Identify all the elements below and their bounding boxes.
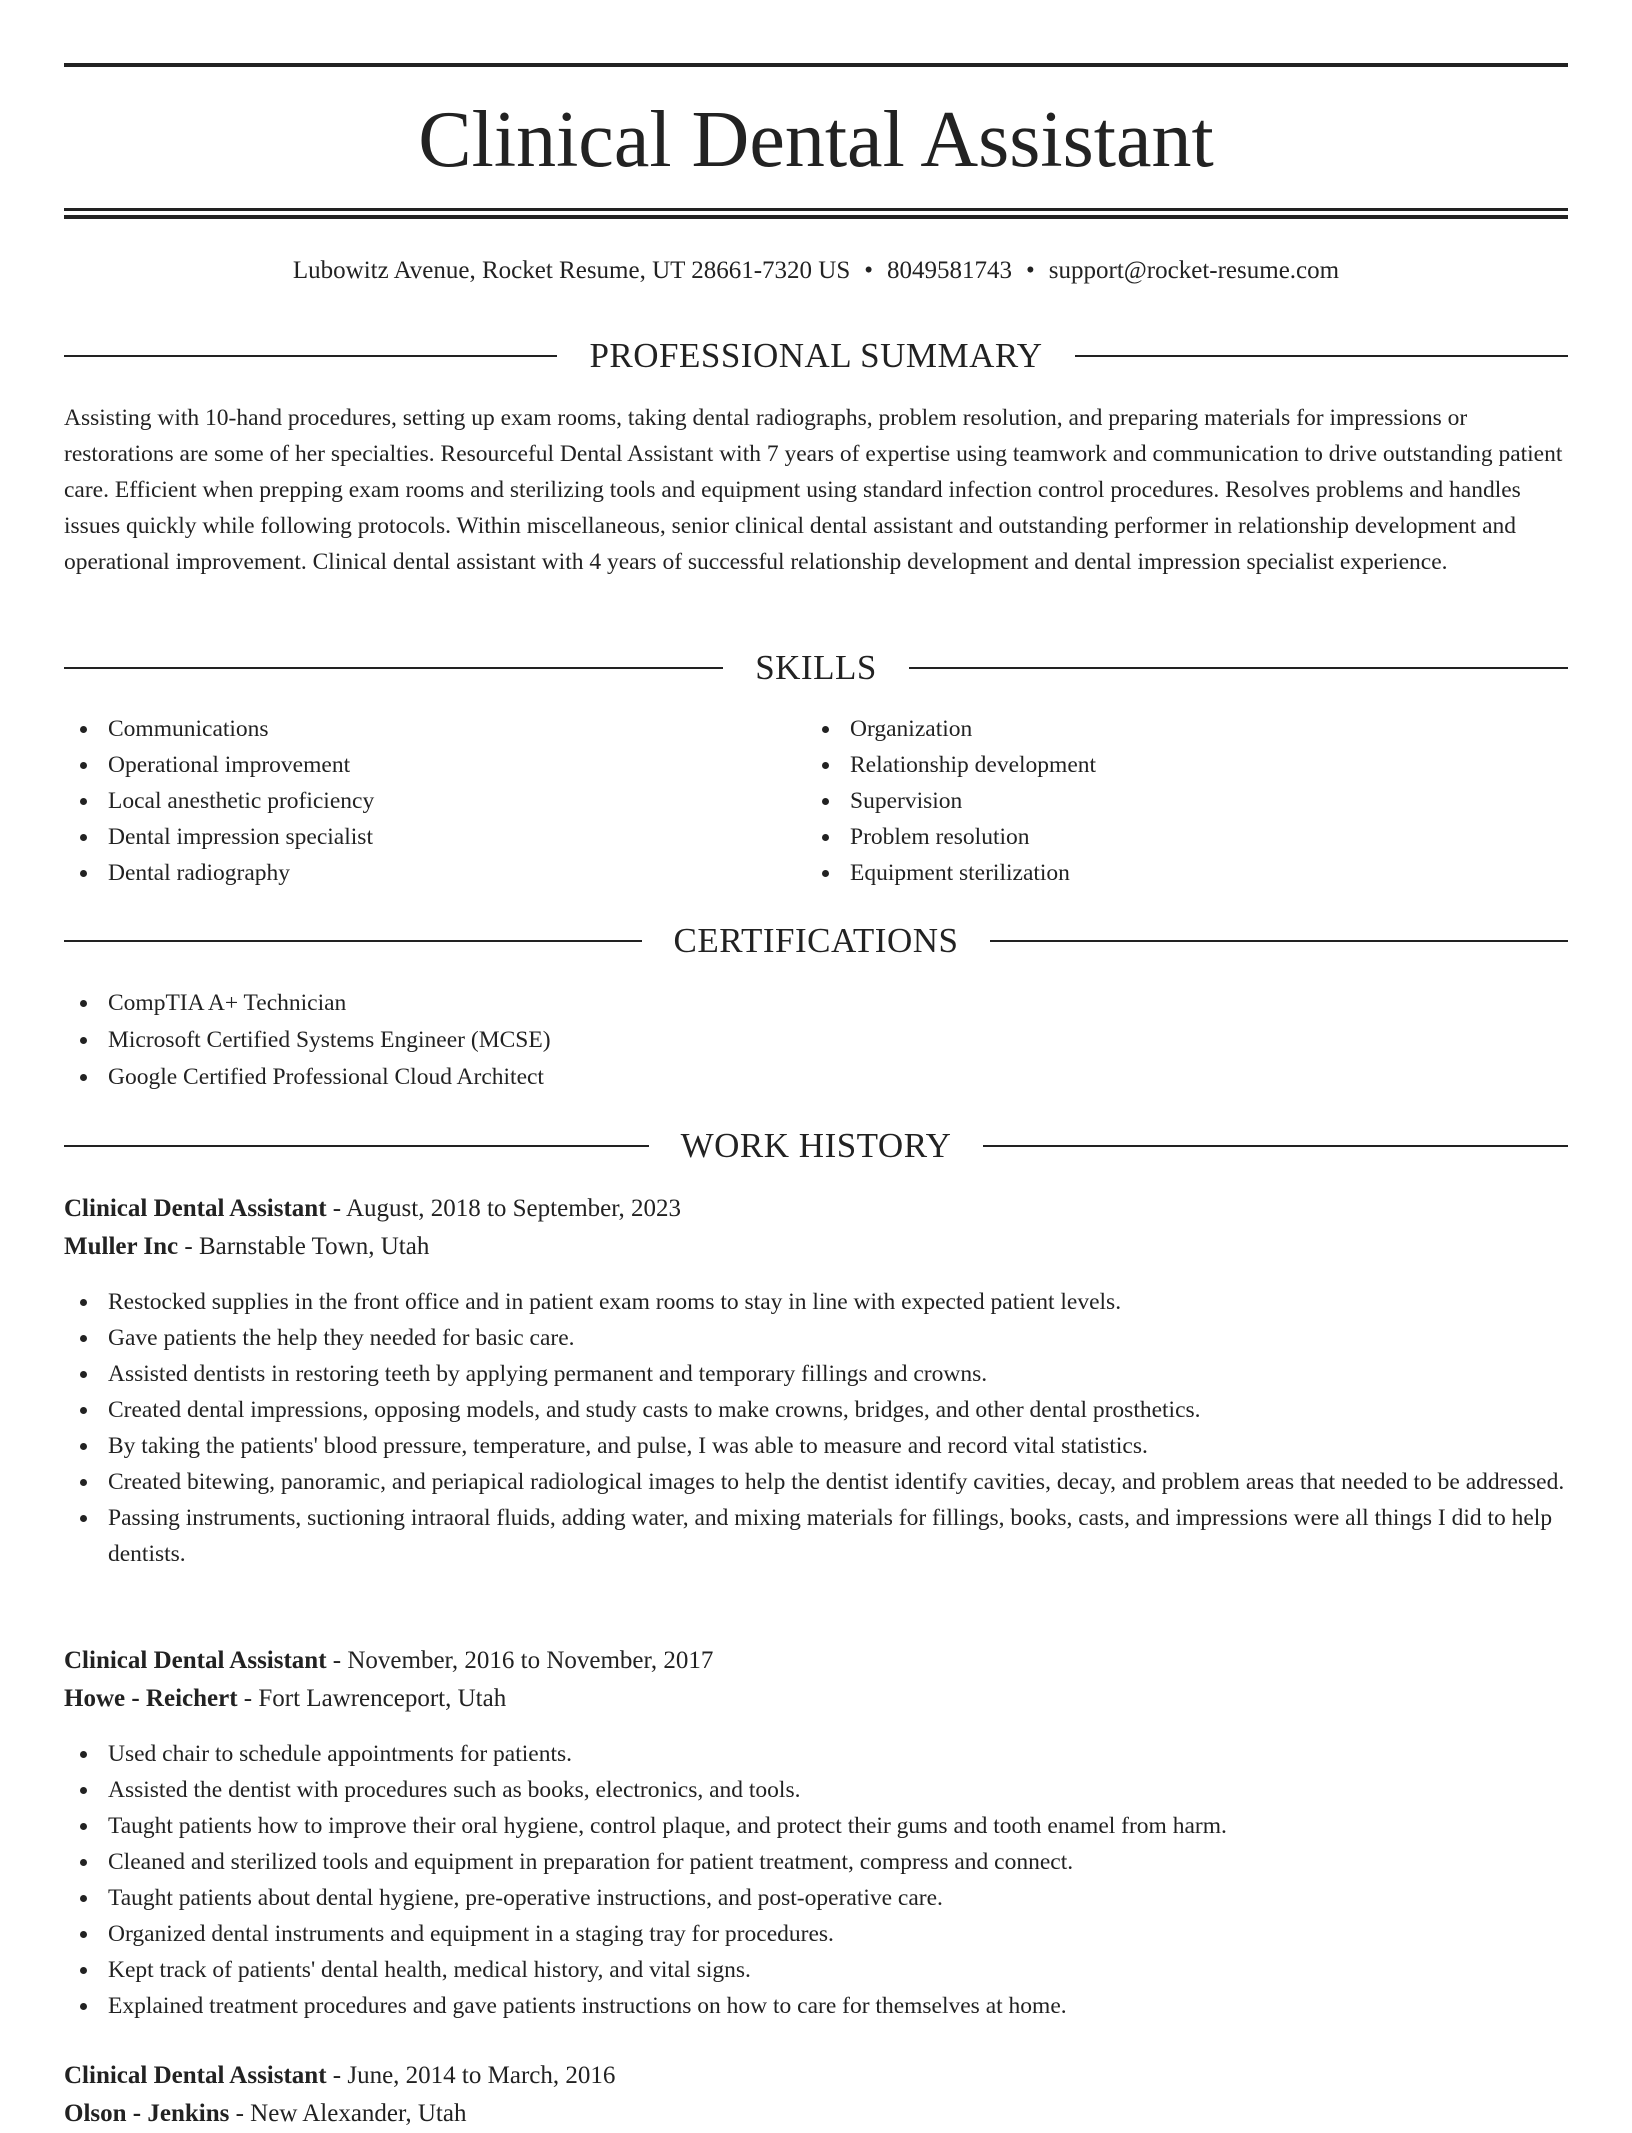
job-location: - New Alexander, Utah [229,2100,467,2127]
job-role: Clinical Dental Assistant [64,2062,327,2089]
section-heading-summary [64,334,1568,378]
job-company-line [64,1228,1568,1266]
section-title: PROFESSIONAL SUMMARY [589,336,1043,375]
skill-item: Operational improvement [64,747,804,783]
skill-item: Communications [64,711,804,747]
job-role: Clinical Dental Assistant [64,1647,327,1674]
job-duty: Organized dental instruments and equipment in a staging tray for procedures. [64,1916,1568,1952]
job-duty: Created bitewing, panoramic, and periapical radiological images to help the dentist identify cavities, decay, and problem areas that needed to be addressed. [64,1464,1568,1500]
job-duty: Taught patients about dental hygiene, pre-operative instructions, and post-operative care. [64,1880,1568,1916]
section-title: WORK HISTORY [680,1126,952,1165]
job-duties-list [64,1736,1568,2024]
resume-title: Clinical Dental Assistant [418,96,1214,184]
contact-line [64,254,1568,288]
skill-item: Supervision [806,783,1546,819]
section-heading-work [64,1124,1568,1168]
certification-item: Google Certified Professional Cloud Architect [64,1059,1568,1096]
job-role: Clinical Dental Assistant [64,1195,327,1222]
job-duties-list [64,1284,1568,1572]
heading-rule [64,940,642,942]
skills-list-left [64,711,804,891]
heading-rule [990,940,1568,942]
job-company: Howe - Reichert [64,1685,238,1712]
job-duty: Taught patients how to improve their oral hygiene, control plaque, and protect their gums and tooth enamel from harm. [64,1808,1568,1844]
skill-item: Relationship development [806,747,1546,783]
heading-rule [64,1145,649,1147]
job-title-line [64,1190,1568,1228]
job-location: - Barnstable Town, Utah [178,1233,430,1260]
job-duty: By taking the patients' blood pressure, temperature, and pulse, I was able to measure and record vital statistics. [64,1428,1568,1464]
job-title-line [64,1642,1568,1680]
job-company-line [64,2095,1568,2133]
skill-item: Organization [806,711,1546,747]
title-rule-lower [64,215,1568,219]
job-duty: Used chair to schedule appointments for patients. [64,1736,1568,1772]
job-dates: - August, 2018 to September, 2023 [326,1195,682,1222]
section-heading-certifications [64,919,1568,963]
certification-item: CompTIA A+ Technician [64,985,1568,1022]
contact-phone: 8049581743 [887,257,1013,284]
contact-separator: • [864,257,874,284]
job-duty: Passing instruments, suctioning intraoral fluids, adding water, and mixing materials for fillings, books, casts, and impressions were all things I did to help dentists. [64,1500,1568,1572]
title-rule-upper [64,208,1568,211]
job-duty: Created dental impressions, opposing models, and study casts to make crowns, bridges, and other dental prosthetics. [64,1392,1568,1428]
section-heading-skills [64,646,1568,690]
skills-list-right [806,711,1546,891]
heading-rule [983,1145,1568,1147]
section-title: CERTIFICATIONS [673,921,959,960]
heading-rule [64,667,723,669]
skill-item: Dental radiography [64,855,804,891]
job-duty: Explained treatment procedures and gave patients instructions on how to care for themselves at home. [64,1988,1568,2024]
job-duty: Restocked supplies in the front office and in patient exam rooms to stay in line with expected patient levels. [64,1284,1568,1320]
section-title: SKILLS [755,648,877,687]
job-company: Muller Inc [64,1233,179,1260]
heading-rule [1075,355,1568,357]
job-duty: Assisted dentists in restoring teeth by applying permanent and temporary fillings and crowns. [64,1356,1568,1392]
skill-item: Equipment sterilization [806,855,1546,891]
job-title-line [64,2057,1568,2095]
job-duty: Kept track of patients' dental health, medical history, and vital signs. [64,1952,1568,1988]
job-dates: - November, 2016 to November, 2017 [326,1647,714,1674]
contact-address: Lubowitz Avenue, Rocket Resume, UT 28661-7320 US [292,257,851,284]
job-dates: - June, 2014 to March, 2016 [326,2062,616,2089]
contact-email: support@rocket-resume.com [1048,257,1340,284]
heading-rule [909,667,1568,669]
certification-item: Microsoft Certified Systems Engineer (MCSE) [64,1022,1568,1059]
job-company: Olson - Jenkins [64,2100,230,2127]
job-company-line [64,1680,1568,1718]
summary-text: Assisting with 10-hand procedures, setting up exam rooms, taking dental radiographs, problem resolution, and preparing materials for impressions or restorations are some of her specialties. Resourceful Dental Assistant with 7 years of expertise using teamwork and communication to drive outstanding patient care. Efficient when prepping exam rooms and sterilizing tools and equipment using standard infection control procedures. Resolves problems and handles issues quickly while following protocols. Within miscellaneous, senior clinical dental assistant and outstanding performer in relationship development and operational improvement. Clinical dental assistant with 4 years of successful relationship development and dental impression specialist experience. [64,405,1563,575]
top-rule [64,63,1568,67]
skill-item: Dental impression specialist [64,819,804,855]
certifications-list [64,985,1568,1096]
heading-rule [64,355,557,357]
skill-item: Local anesthetic proficiency [64,783,804,819]
job-duty: Gave patients the help they needed for basic care. [64,1320,1568,1356]
contact-separator: • [1026,257,1035,284]
job-duty: Cleaned and sterilized tools and equipment in preparation for patient treatment, compress and connect. [64,1844,1568,1880]
job-location: - Fort Lawrenceport, Utah [237,1685,507,1712]
skill-item: Problem resolution [806,819,1546,855]
job-duty: Assisted the dentist with procedures such as books, electronics, and tools. [64,1772,1568,1808]
